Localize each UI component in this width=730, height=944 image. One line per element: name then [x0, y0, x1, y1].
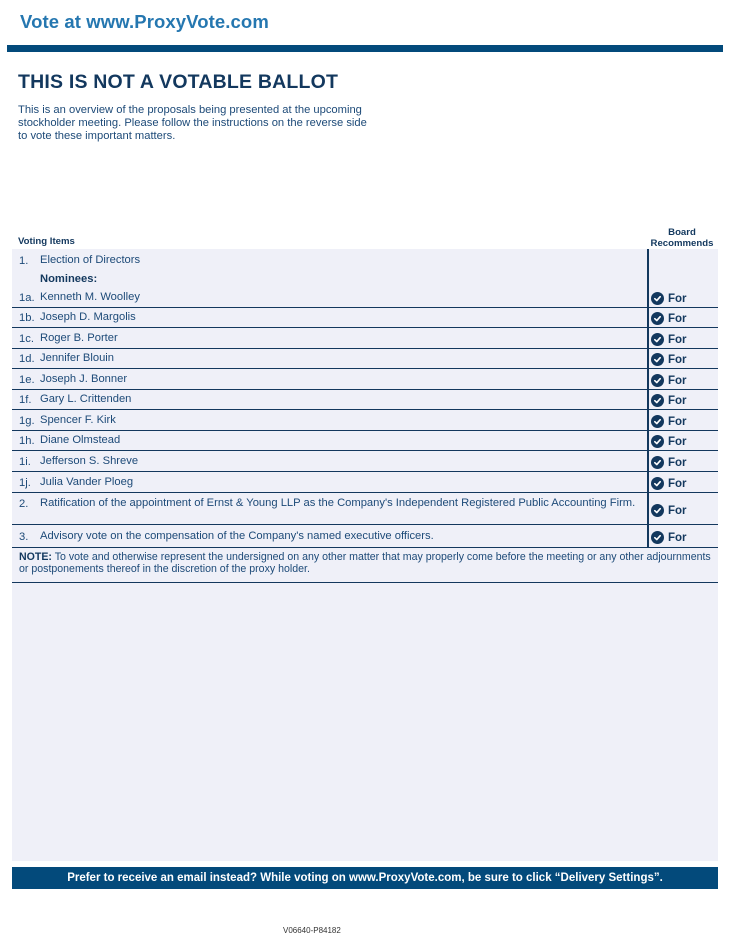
recommendation-label: For: [668, 415, 687, 428]
recommendation-label: For: [668, 477, 687, 490]
board-recommendation: [651, 477, 687, 490]
nominees-label: Nominees:: [40, 273, 98, 285]
check-circle-icon: [651, 312, 664, 325]
item-number: 1c.: [19, 333, 34, 345]
header-url: Vote at www.ProxyVote.com: [20, 11, 269, 32]
item-number: 1e.: [19, 374, 35, 386]
item-text: Kenneth M. Woolley: [40, 291, 140, 303]
voting-item-row: [12, 349, 718, 369]
check-circle-icon: [651, 394, 664, 407]
check-circle-icon: [651, 456, 664, 469]
item-text: Julia Vander Ploeg: [40, 476, 134, 488]
item-text: Jefferson S. Shreve: [40, 455, 139, 467]
check-circle-icon: [651, 477, 664, 490]
board-recommendation: [651, 353, 687, 366]
recommendation-label: For: [668, 504, 687, 517]
check-circle-icon: [651, 374, 664, 387]
recommendation-label: For: [668, 333, 687, 346]
voting-item-row: [12, 249, 718, 308]
board-recommendation: [651, 374, 687, 387]
voting-item-row: [12, 431, 718, 451]
board-recommendation: [651, 531, 687, 544]
item-number: 1f.: [19, 394, 32, 406]
recommendation-label: For: [668, 394, 687, 407]
item-text: Diane Olmstead: [40, 434, 121, 446]
check-circle-icon: [651, 435, 664, 448]
recommendation-label: For: [668, 292, 687, 305]
item-number: 1a.: [19, 292, 35, 304]
board-recommendation: [651, 456, 687, 469]
proposal-number: 1.: [19, 255, 29, 267]
document-code: V06640-P84182: [283, 926, 341, 935]
check-circle-icon: [651, 353, 664, 366]
voting-item-row: [12, 472, 718, 493]
item-text: Jennifer Blouin: [40, 352, 115, 364]
note-text: To vote and otherwise represent the undersigned on any other matter that may properly come before the meeting or any other adjournments or postponements thereof in the discretion of the proxy holder.: [19, 551, 711, 575]
item-number: 1i.: [19, 456, 31, 468]
item-text: Gary L. Crittenden: [40, 393, 132, 405]
proposal-text: Election of Directors: [40, 254, 141, 266]
voting-item-row: [12, 451, 718, 472]
header-divider: [7, 45, 723, 52]
voting-item-row: [12, 525, 718, 548]
recommendation-label: For: [668, 531, 687, 544]
voting-item-row: [12, 410, 718, 431]
voting-item-row: [12, 493, 718, 525]
check-circle-icon: [651, 292, 664, 305]
board-recommends-header: Board Recommends: [650, 227, 714, 249]
item-number: 1g.: [19, 415, 35, 427]
item-number: 3.: [19, 531, 29, 543]
board-recommendation: [651, 504, 687, 517]
page-title: THIS IS NOT A VOTABLE BALLOT: [18, 71, 339, 93]
board-recommendation: [651, 415, 687, 428]
item-text: Advisory vote on the compensation of the Company's named executive officers.: [40, 530, 434, 542]
board-recommendation: [651, 333, 687, 346]
voting-item-row: [12, 369, 718, 390]
check-circle-icon: [651, 504, 664, 517]
item-text: Joseph J. Bonner: [40, 373, 128, 385]
note-row: [12, 549, 718, 583]
item-number: 1d.: [19, 353, 35, 365]
voting-item-row: [12, 308, 718, 328]
item-text: Ratification of the appointment of Ernst & Young LLP as the Company's Independent Registered Public Accounting Firm.: [40, 497, 636, 509]
recommendation-label: For: [668, 312, 687, 325]
item-text: Roger B. Porter: [40, 332, 118, 344]
item-number: 1j.: [19, 477, 31, 489]
item-number: 2.: [19, 498, 29, 510]
delivery-settings-banner: Prefer to receive an email instead? While voting on www.ProxyVote.com, be sure to click “Delivery Settings”.: [12, 867, 718, 889]
check-circle-icon: [651, 333, 664, 346]
note-label: NOTE:: [19, 551, 52, 563]
recommendation-label: For: [668, 353, 687, 366]
board-recommendation: [651, 292, 687, 305]
voting-items-header: Voting Items: [18, 236, 75, 247]
intro-text: This is an overview of the proposals being presented at the upcoming stockholder meeting. Please follow the instructions on the reverse side to vote these important matters.: [18, 104, 367, 143]
item-text: Spencer F. Kirk: [40, 414, 116, 426]
board-recommendation: [651, 435, 687, 448]
recommendation-label: For: [668, 374, 687, 387]
recommendation-label: For: [668, 435, 687, 448]
board-recommendation: [651, 394, 687, 407]
item-number: 1h.: [19, 435, 35, 447]
item-text: Joseph D. Margolis: [40, 311, 136, 323]
voting-item-row: [12, 390, 718, 410]
item-number: 1b.: [19, 312, 35, 324]
check-circle-icon: [651, 531, 664, 544]
recommendation-label: For: [668, 456, 687, 469]
board-recommendation: [651, 312, 687, 325]
check-circle-icon: [651, 415, 664, 428]
voting-item-row: [12, 328, 718, 349]
